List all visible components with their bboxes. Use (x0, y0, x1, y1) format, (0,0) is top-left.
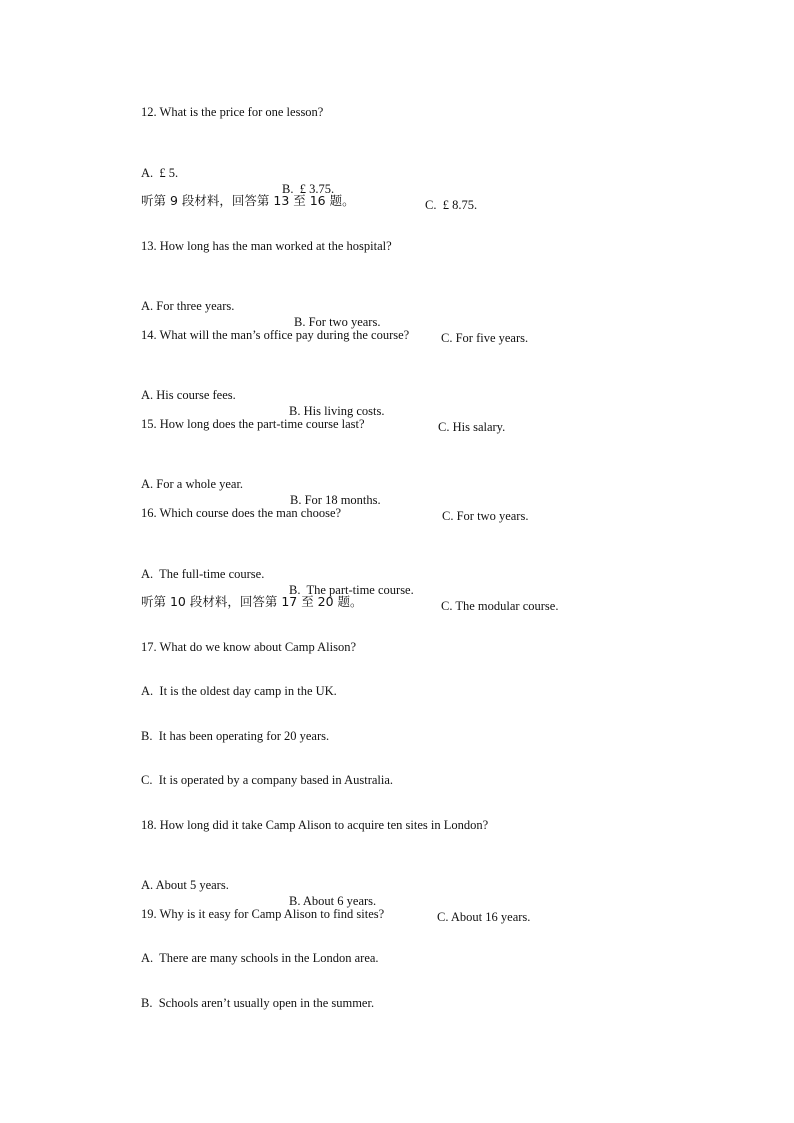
section-heading-9: 听第 9 段材料，回答第 13 至 16 题。 (141, 193, 355, 208)
option-b: B. About 6 years. (289, 894, 377, 908)
question-16: 16. Which course does the man choose? (141, 506, 342, 520)
question-12: 12. What is the price for one lesson? (141, 105, 324, 119)
option-b: B. £ 3.75. (282, 182, 335, 196)
option-c: C. His salary. (438, 420, 506, 434)
question-13: 13. How long has the man worked at the hospital? (141, 239, 392, 253)
question-19: 19. Why is it easy for Camp Alison to find sites? (141, 907, 385, 921)
option-a: A. The full-time course. (141, 567, 265, 581)
option-b: B. For 18 months. (290, 493, 381, 507)
option-a: A. His course fees. (141, 388, 236, 402)
option-a: A. For a whole year. (141, 477, 244, 491)
option-b: B. The part-time course. (289, 583, 414, 597)
question-19-option-a: A. There are many schools in the London area. (141, 951, 379, 965)
question-17: 17. What do we know about Camp Alison? (141, 640, 357, 654)
option-b: B. For two years. (294, 315, 381, 329)
option-a: A. £ 5. (141, 166, 179, 180)
option-c: C. About 16 years. (437, 910, 531, 924)
question-19-option-b: B. Schools aren’t usually open in the summer. (141, 996, 375, 1010)
option-c: C. £ 8.75. (425, 198, 478, 212)
question-14: 14. What will the man’s office pay during the course? (141, 328, 410, 342)
question-17-option-c: C. It is operated by a company based in Australia. (141, 773, 394, 787)
section-heading-10: 听第 10 段材料，回答第 17 至 20 题。 (141, 594, 363, 609)
question-18: 18. How long did it take Camp Alison to acquire ten sites in London? (141, 818, 489, 832)
option-c: C. For five years. (441, 331, 529, 345)
question-17-option-b: B. It has been operating for 20 years. (141, 729, 330, 743)
question-17-option-a: A. It is the oldest day camp in the UK. (141, 684, 337, 698)
option-b: B. His living costs. (289, 404, 385, 418)
option-a: A. For three years. (141, 299, 235, 313)
question-15: 15. How long does the part-time course last? (141, 417, 365, 431)
option-c: C. For two years. (442, 509, 529, 523)
option-c: C. The modular course. (441, 599, 559, 613)
option-a: A. About 5 years. (141, 878, 229, 892)
